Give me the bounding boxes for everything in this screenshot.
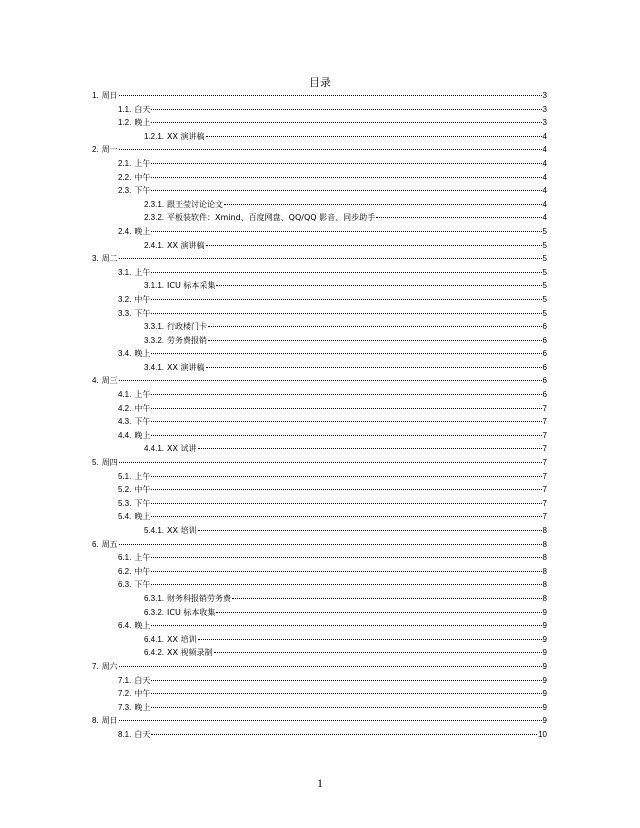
toc-entry-text: XX 试讲 [167, 444, 197, 454]
page-number: 1 [317, 776, 323, 790]
toc-entry-page: 8 [542, 566, 547, 576]
toc-entry-page: 8 [542, 526, 547, 535]
toc-entry-number: 7.3. [118, 702, 132, 712]
toc-dot-leader [198, 448, 542, 449]
toc-entry-page: 7 [542, 485, 547, 495]
toc-entry[interactable] [92, 157, 547, 171]
toc-entry-text: 中午 [134, 403, 151, 413]
toc-entry-page: 9 [542, 702, 547, 712]
toc-entry-number: 2.4.1. [144, 240, 165, 250]
toc-entry-text: 财务科报销劳务费 [167, 593, 232, 603]
toc-entry[interactable] [92, 252, 547, 266]
toc-entry[interactable] [92, 646, 547, 660]
toc-entry-number: 2.1. [118, 158, 132, 168]
toc-dot-leader [208, 326, 542, 327]
toc-entry[interactable] [92, 225, 547, 239]
toc-entry-text: ICU 标本收集 [167, 607, 216, 617]
toc-entry-text: 中午 [134, 566, 151, 576]
toc-dot-leader [119, 149, 542, 150]
toc-entry-number: 7.1. [118, 675, 132, 685]
toc-entry-text: 晚上 [134, 118, 151, 128]
toc-entry-text: 上午 [134, 553, 151, 563]
toc-dot-leader [151, 394, 541, 395]
toc-dot-leader [214, 652, 542, 653]
toc-entry-number: 2. [92, 145, 99, 155]
toc-entry-text: 白天 [134, 104, 151, 114]
toc-dot-leader [151, 299, 541, 300]
toc-entry-page: 10 [538, 729, 547, 739]
table-of-contents [92, 89, 547, 742]
toc-entry-text: 下午 [134, 308, 151, 318]
toc-entry-text: ICU 标本采集 [167, 281, 216, 291]
toc-dot-leader [151, 313, 541, 314]
toc-dot-leader [151, 408, 541, 409]
toc-entry-page: 7 [542, 430, 547, 440]
toc-entry-page: 3 [542, 91, 547, 100]
toc-dot-leader [216, 285, 541, 286]
toc-entry[interactable] [92, 415, 547, 429]
toc-dot-leader [119, 258, 542, 259]
toc-entry-text: XX 演讲稿 [167, 362, 205, 372]
toc-entry-text: 下午 [134, 498, 151, 508]
toc-entry-page: 7 [542, 403, 547, 413]
toc-entry-page: 7 [542, 444, 547, 454]
toc-entry[interactable] [92, 551, 547, 565]
toc-entry-page: 5 [542, 240, 547, 250]
toc-dot-leader [206, 136, 542, 137]
toc-entry-number: 8.1. [118, 729, 132, 739]
toc-entry[interactable] [92, 361, 547, 375]
toc-entry-number: 4.2. [118, 403, 132, 413]
toc-dot-leader [206, 245, 542, 246]
toc-dot-leader [151, 421, 541, 422]
toc-entry-page: 8 [542, 539, 547, 549]
toc-dot-leader [119, 95, 542, 96]
toc-entry-page: 7 [542, 417, 547, 427]
toc-entry-text: 上午 [134, 158, 151, 168]
toc-dot-leader [224, 204, 542, 205]
toc-entry-number: 3. [92, 254, 99, 264]
toc-dot-leader [151, 707, 541, 708]
toc-dot-leader [119, 462, 542, 463]
toc-entry-text: 晚上 [134, 702, 151, 712]
toc-entry-page: 5 [542, 294, 547, 304]
toc-entry-page: 6 [542, 335, 547, 345]
toc-entry-page: 9 [542, 675, 547, 685]
toc-dot-leader [119, 380, 542, 381]
toc-dot-leader [151, 231, 541, 232]
toc-entry[interactable] [92, 279, 547, 293]
toc-entry[interactable] [92, 429, 547, 443]
toc-dot-leader [151, 557, 541, 558]
toc-entry-page: 4 [542, 158, 547, 168]
toc-entry-text: 周四 [101, 458, 118, 468]
toc-dot-leader [151, 122, 541, 123]
toc-dot-leader [208, 340, 542, 341]
toc-entry-page: 6 [542, 349, 547, 359]
toc-entry[interactable] [92, 211, 547, 225]
toc-entry-page: 3 [542, 104, 547, 114]
toc-dot-leader [151, 584, 541, 585]
toc-entry[interactable] [92, 483, 547, 497]
toc-entry[interactable] [92, 442, 547, 456]
toc-entry[interactable] [92, 470, 547, 484]
toc-entry-number: 4.4.1. [144, 444, 165, 454]
toc-entry-text: 平板装软件：Xmind、百度网盘、QQ/QQ 影音、同步助手 [167, 213, 376, 223]
toc-entry-page: 5 [542, 226, 547, 236]
toc-entry-page: 9 [542, 689, 547, 699]
toc-entry-page: 7 [542, 498, 547, 508]
toc-entry-text: 劳务费报销 [167, 335, 208, 345]
toc-entry-page: 9 [542, 661, 547, 671]
toc-dot-leader [151, 190, 541, 191]
toc-title: 目录 [309, 76, 331, 89]
toc-dot-leader [151, 435, 541, 436]
toc-entry[interactable] [92, 456, 547, 470]
toc-dot-leader [151, 516, 541, 517]
toc-entry-text: 晚上 [134, 226, 151, 236]
toc-dot-leader [232, 598, 542, 599]
toc-entry-text: 晚上 [134, 349, 151, 359]
toc-entry-number: 5.3. [118, 498, 132, 508]
toc-entry-number: 5.4. [118, 512, 132, 522]
toc-entry-number: 4.3. [118, 417, 132, 427]
toc-entry-page: 6 [542, 322, 547, 332]
toc-entry-text: XX 培训 [167, 526, 197, 535]
toc-entry[interactable] [92, 347, 547, 361]
toc-dot-leader [119, 544, 542, 545]
toc-dot-leader [151, 109, 541, 110]
toc-entry-page: 7 [542, 512, 547, 522]
toc-entry-number: 3.3. [118, 308, 132, 318]
toc-entry[interactable] [92, 293, 547, 307]
toc-entry-text: 行政楼门卡 [167, 322, 208, 332]
toc-entry-number: 3.3.1. [144, 322, 165, 332]
toc-entry-page: 5 [542, 281, 547, 291]
toc-entry-text: 白天 [134, 729, 151, 739]
toc-entry-number: 4.1. [118, 390, 132, 400]
toc-entry-text: 中午 [134, 172, 151, 182]
toc-dot-leader [151, 489, 541, 490]
toc-entry-page: 4 [542, 213, 547, 223]
toc-entry-page: 8 [542, 593, 547, 603]
toc-entry[interactable] [92, 510, 547, 524]
toc-entry[interactable] [92, 184, 547, 198]
toc-entry-number: 5.2. [118, 485, 132, 495]
toc-entry-number: 6.3.2. [144, 607, 165, 617]
toc-entry[interactable] [92, 660, 547, 674]
toc-dot-leader [206, 367, 542, 368]
toc-entry-text: 下午 [134, 186, 151, 196]
toc-entry[interactable] [92, 143, 547, 157]
toc-entry-page: 9 [542, 621, 547, 631]
toc-entry[interactable] [92, 565, 547, 579]
toc-entry-text: 上午 [134, 267, 151, 277]
toc-entry[interactable] [92, 701, 547, 715]
toc-entry-number: 5.4.1. [144, 526, 165, 535]
toc-entry-number: 2.4. [118, 226, 132, 236]
toc-dot-leader [151, 353, 541, 354]
toc-entry-number: 8. [92, 716, 99, 726]
toc-entry-page: 5 [542, 254, 547, 264]
toc-entry-number: 6.1. [118, 553, 132, 563]
toc-dot-leader [151, 177, 541, 178]
toc-entry-number: 7. [92, 661, 99, 671]
toc-entry-text: XX 视频录制 [167, 648, 213, 658]
toc-entry[interactable] [92, 619, 547, 633]
toc-entry-number: 3.3.2. [144, 335, 165, 345]
toc-entry-number: 1.2.1. [144, 131, 165, 141]
toc-entry[interactable] [92, 633, 547, 647]
toc-entry-text: 晚上 [134, 621, 151, 631]
toc-entry-number: 2.2. [118, 172, 132, 182]
toc-entry-number: 6.4.2. [144, 648, 165, 658]
toc-entry-number: 2.3. [118, 186, 132, 196]
toc-entry-number: 3.2. [118, 294, 132, 304]
toc-entry-page: 4 [542, 172, 547, 182]
toc-entry-text: 周五 [101, 539, 118, 549]
toc-entry-text: 中午 [134, 689, 151, 699]
toc-entry[interactable] [92, 538, 547, 552]
toc-entry[interactable] [92, 334, 547, 348]
toc-entry-number: 1. [92, 91, 99, 100]
toc-entry[interactable] [92, 687, 547, 701]
toc-entry-text: 周日 [101, 91, 118, 100]
toc-entry[interactable] [92, 402, 547, 416]
toc-entry-text: 跟王莹讨论论文 [167, 199, 224, 209]
toc-entry-number: 6. [92, 539, 99, 549]
toc-entry-text: 周二 [101, 254, 118, 264]
toc-dot-leader [151, 571, 541, 572]
toc-entry-number: 1.2. [118, 118, 132, 128]
toc-entry-text: XX 演讲稿 [167, 131, 205, 141]
toc-entry-text: 下午 [134, 417, 151, 427]
toc-dot-leader [198, 639, 542, 640]
toc-entry-number: 6.4. [118, 621, 132, 631]
toc-dot-leader [151, 503, 541, 504]
toc-entry-page: 6 [542, 390, 547, 400]
toc-entry-text: 上午 [134, 390, 151, 400]
toc-entry-page: 9 [542, 634, 547, 644]
toc-entry-page: 3 [542, 118, 547, 128]
toc-entry-number: 3.1. [118, 267, 132, 277]
toc-dot-leader [151, 693, 541, 694]
toc-entry-number: 3.4. [118, 349, 132, 359]
toc-entry-page: 5 [542, 267, 547, 277]
toc-entry[interactable] [92, 103, 547, 117]
toc-entry[interactable] [92, 578, 547, 592]
toc-entry-number: 4.4. [118, 430, 132, 440]
toc-entry-number: 2.3.1. [144, 199, 165, 209]
toc-dot-leader [151, 680, 541, 681]
toc-entry-page: 8 [542, 580, 547, 590]
toc-entry-text: 上午 [134, 471, 151, 481]
toc-entry-text: 周一 [101, 145, 118, 155]
toc-entry[interactable] [92, 388, 547, 402]
toc-dot-leader [151, 734, 537, 735]
toc-entry[interactable] [92, 198, 547, 212]
toc-entry[interactable] [92, 674, 547, 688]
toc-entry-text: 周三 [101, 376, 118, 386]
toc-entry-text: 周日 [101, 716, 118, 726]
toc-dot-leader [376, 217, 541, 218]
toc-entry-page: 4 [542, 145, 547, 155]
toc-entry-text: 晚上 [134, 512, 151, 522]
toc-entry[interactable] [92, 89, 547, 103]
toc-entry[interactable] [92, 320, 547, 334]
toc-entry-text: 白天 [134, 675, 151, 685]
toc-entry-page: 6 [542, 376, 547, 386]
toc-entry-page: 9 [542, 607, 547, 617]
toc-entry-number: 6.3.1. [144, 593, 165, 603]
toc-entry-text: 中午 [134, 294, 151, 304]
toc-entry[interactable] [92, 239, 547, 253]
toc-entry-number: 5.1. [118, 471, 132, 481]
toc-entry-page: 6 [542, 362, 547, 372]
toc-entry-page: 5 [542, 308, 547, 318]
toc-dot-leader [119, 666, 542, 667]
toc-entry-number: 5. [92, 458, 99, 468]
toc-dot-leader [119, 720, 542, 721]
toc-dot-leader [216, 612, 541, 613]
toc-entry-number: 3.4.1. [144, 362, 165, 372]
toc-entry-text: XX 培训 [167, 634, 197, 644]
toc-dot-leader [151, 625, 541, 626]
toc-entry-text: XX 演讲稿 [167, 240, 205, 250]
toc-entry-text: 周六 [101, 661, 118, 671]
toc-entry-number: 1.1. [118, 104, 132, 114]
toc-entry[interactable] [92, 714, 547, 728]
toc-entry-page: 4 [542, 186, 547, 196]
toc-entry[interactable] [92, 606, 547, 620]
toc-entry[interactable] [92, 592, 547, 606]
toc-entry-number: 6.2. [118, 566, 132, 576]
toc-entry-page: 9 [542, 716, 547, 726]
toc-entry-number: 4. [92, 376, 99, 386]
toc-entry-page: 4 [542, 199, 547, 209]
toc-entry[interactable] [92, 497, 547, 511]
toc-entry-text: 下午 [134, 580, 151, 590]
toc-entry-page: 7 [542, 458, 547, 468]
toc-entry[interactable] [92, 374, 547, 388]
toc-entry-number: 3.1.1. [144, 281, 165, 291]
toc-entry-page: 4 [542, 131, 547, 141]
toc-entry[interactable] [92, 524, 547, 538]
toc-entry-page: 7 [542, 471, 547, 481]
toc-dot-leader [151, 163, 541, 164]
toc-entry[interactable] [92, 307, 547, 321]
toc-entry-number: 7.2. [118, 689, 132, 699]
toc-entry-number: 6.3. [118, 580, 132, 590]
toc-entry-number: 2.3.2. [144, 213, 165, 223]
toc-entry-page: 9 [542, 648, 547, 658]
toc-dot-leader [151, 272, 541, 273]
toc-entry[interactable] [92, 116, 547, 130]
toc-entry-number: 6.4.1. [144, 634, 165, 644]
toc-dot-leader [198, 530, 542, 531]
toc-entry-text: 晚上 [134, 430, 151, 440]
toc-entry-text: 中午 [134, 485, 151, 495]
toc-dot-leader [151, 476, 541, 477]
toc-entry[interactable] [92, 266, 547, 280]
toc-entry[interactable] [92, 130, 547, 144]
toc-entry[interactable] [92, 171, 547, 185]
toc-entry[interactable] [92, 728, 547, 742]
toc-entry-page: 8 [542, 553, 547, 563]
